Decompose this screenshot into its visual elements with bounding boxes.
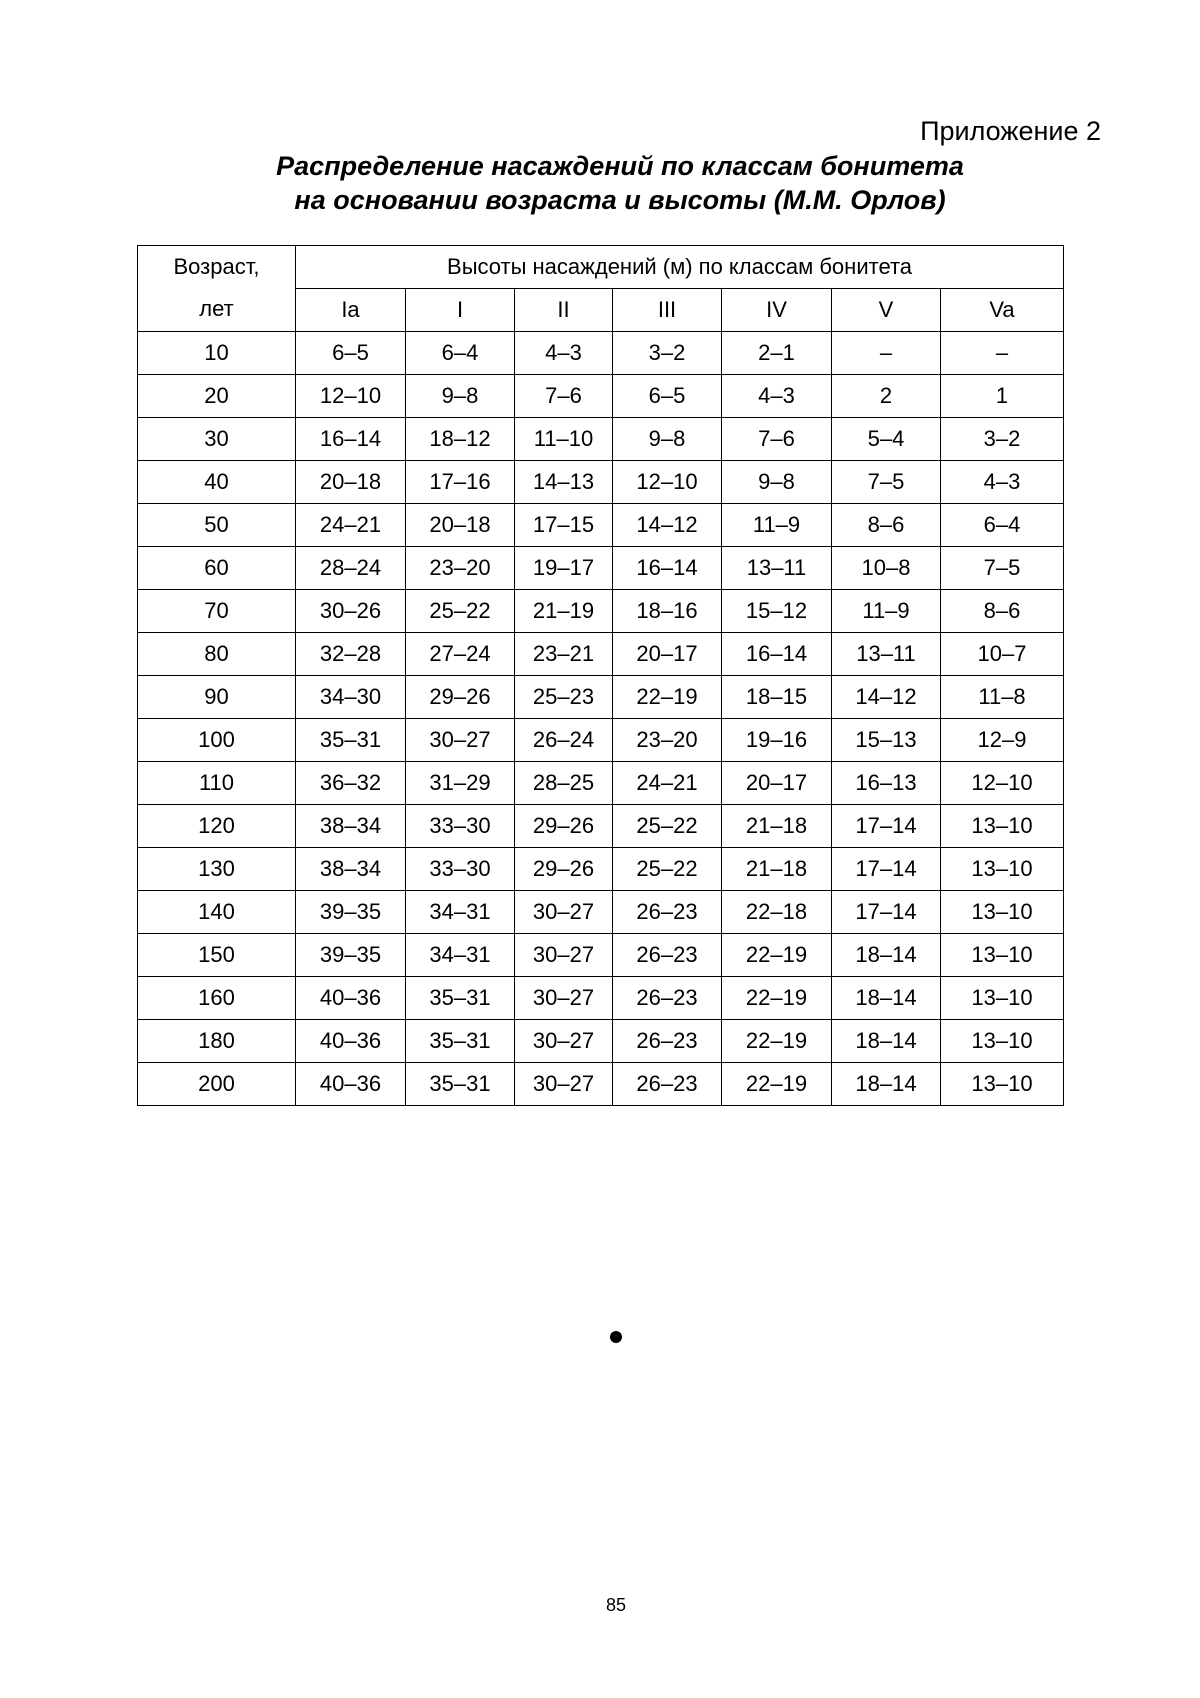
height-range-cell: 11–8 (941, 676, 1064, 719)
height-range-cell: 25–22 (613, 805, 722, 848)
height-range-cell: 13–10 (941, 891, 1064, 934)
table-row (138, 332, 1064, 375)
height-range-cell: 14–12 (832, 676, 941, 719)
age-cell: 110 (138, 762, 296, 805)
height-range-cell: 30–27 (515, 1063, 613, 1106)
height-range-cell: 33–30 (406, 848, 515, 891)
height-range-cell: 6–4 (406, 332, 515, 375)
height-range-cell: 23–20 (406, 547, 515, 590)
height-range-cell: 26–24 (515, 719, 613, 762)
age-cell: 160 (138, 977, 296, 1020)
height-range-cell: – (941, 332, 1064, 375)
class-header: Ia (296, 289, 406, 332)
table-row (138, 977, 1064, 1020)
height-range-cell: 3–2 (941, 418, 1064, 461)
height-range-cell: 29–26 (406, 676, 515, 719)
height-range-cell: 25–22 (613, 848, 722, 891)
age-column-header (138, 246, 296, 332)
bullet-dot (610, 1331, 622, 1343)
height-range-cell: 9–8 (613, 418, 722, 461)
height-range-cell: 6–5 (296, 332, 406, 375)
age-cell: 10 (138, 332, 296, 375)
height-range-cell: 17–16 (406, 461, 515, 504)
class-header: II (515, 289, 613, 332)
height-range-cell: 11–9 (722, 504, 832, 547)
height-range-cell: 30–27 (406, 719, 515, 762)
age-cell: 20 (138, 375, 296, 418)
age-cell: 30 (138, 418, 296, 461)
height-range-cell: 19–17 (515, 547, 613, 590)
height-range-cell: 13–10 (941, 1020, 1064, 1063)
height-range-cell: 39–35 (296, 934, 406, 977)
height-range-cell: 13–10 (941, 848, 1064, 891)
age-header-line-1: Возраст, (173, 254, 260, 279)
height-range-cell: 17–15 (515, 504, 613, 547)
table-row (138, 547, 1064, 590)
table-row (138, 762, 1064, 805)
height-range-cell: 16–14 (613, 547, 722, 590)
height-range-cell: 22–18 (722, 891, 832, 934)
age-cell: 200 (138, 1063, 296, 1106)
height-range-cell: 28–24 (296, 547, 406, 590)
height-range-cell: 7–5 (941, 547, 1064, 590)
height-range-cell: 26–23 (613, 891, 722, 934)
height-range-cell: 16–14 (296, 418, 406, 461)
height-range-cell: 30–27 (515, 977, 613, 1020)
age-cell: 100 (138, 719, 296, 762)
height-range-cell: 7–5 (832, 461, 941, 504)
height-range-cell: 13–11 (722, 547, 832, 590)
height-range-cell: 17–14 (832, 891, 941, 934)
height-range-cell: 27–24 (406, 633, 515, 676)
height-range-cell: 26–23 (613, 977, 722, 1020)
age-header-line-2: лет (199, 296, 234, 321)
height-range-cell: 34–31 (406, 891, 515, 934)
height-range-cell: 7–6 (722, 418, 832, 461)
height-range-cell: 30–27 (515, 891, 613, 934)
height-range-cell: 36–32 (296, 762, 406, 805)
height-range-cell: 18–14 (832, 1063, 941, 1106)
age-cell: 80 (138, 633, 296, 676)
height-range-cell: 11–9 (832, 590, 941, 633)
height-range-cell: 25–22 (406, 590, 515, 633)
height-range-cell: 23–20 (613, 719, 722, 762)
height-range-cell: 13–11 (832, 633, 941, 676)
height-range-cell: 22–19 (722, 1020, 832, 1063)
height-range-cell: 11–10 (515, 418, 613, 461)
height-range-cell: 28–25 (515, 762, 613, 805)
height-range-cell: 7–6 (515, 375, 613, 418)
table-row (138, 805, 1064, 848)
height-range-cell: 5–4 (832, 418, 941, 461)
table-row (138, 1063, 1064, 1106)
height-range-cell: 13–10 (941, 805, 1064, 848)
height-range-cell: 6–4 (941, 504, 1064, 547)
table-row (138, 590, 1064, 633)
age-cell: 150 (138, 934, 296, 977)
height-range-cell: 38–34 (296, 848, 406, 891)
height-range-cell: 24–21 (613, 762, 722, 805)
height-range-cell: 16–13 (832, 762, 941, 805)
height-range-cell: 13–10 (941, 934, 1064, 977)
height-range-cell: 22–19 (722, 977, 832, 1020)
height-range-cell: 18–14 (832, 934, 941, 977)
height-range-cell: 17–14 (832, 805, 941, 848)
height-range-cell: 10–7 (941, 633, 1064, 676)
height-range-cell: 40–36 (296, 977, 406, 1020)
height-range-cell: 2–1 (722, 332, 832, 375)
height-range-cell: 18–15 (722, 676, 832, 719)
height-range-cell: 30–27 (515, 1020, 613, 1063)
height-range-cell: 12–10 (613, 461, 722, 504)
height-range-cell: 38–34 (296, 805, 406, 848)
height-range-cell: 18–12 (406, 418, 515, 461)
height-range-cell: 29–26 (515, 805, 613, 848)
table-row (138, 934, 1064, 977)
table-row (138, 418, 1064, 461)
table-row (138, 375, 1064, 418)
height-range-cell: 4–3 (515, 332, 613, 375)
height-range-cell: 12–9 (941, 719, 1064, 762)
height-range-cell: 4–3 (722, 375, 832, 418)
height-range-cell: 1 (941, 375, 1064, 418)
height-range-cell: 13–10 (941, 977, 1064, 1020)
height-range-cell: 35–31 (406, 977, 515, 1020)
height-range-cell: 30–26 (296, 590, 406, 633)
height-range-cell: – (832, 332, 941, 375)
height-range-cell: 33–30 (406, 805, 515, 848)
age-cell: 130 (138, 848, 296, 891)
height-range-cell: 40–36 (296, 1020, 406, 1063)
heights-column-header: Высоты насаждений (м) по классам бонитета (296, 246, 1064, 289)
table-row (138, 848, 1064, 891)
height-range-cell: 20–17 (722, 762, 832, 805)
height-range-cell: 8–6 (941, 590, 1064, 633)
height-range-cell: 29–26 (515, 848, 613, 891)
height-range-cell: 6–5 (613, 375, 722, 418)
table-row (138, 1020, 1064, 1063)
height-range-cell: 22–19 (722, 1063, 832, 1106)
height-range-cell: 9–8 (722, 461, 832, 504)
age-cell: 40 (138, 461, 296, 504)
height-range-cell: 3–2 (613, 332, 722, 375)
height-range-cell: 20–17 (613, 633, 722, 676)
height-range-cell: 21–18 (722, 848, 832, 891)
height-range-cell: 9–8 (406, 375, 515, 418)
table-title-line-1: Распределение насаждений по классам бонитета (276, 151, 964, 181)
height-range-cell: 19–16 (722, 719, 832, 762)
height-range-cell: 12–10 (296, 375, 406, 418)
height-range-cell: 30–27 (515, 934, 613, 977)
class-header: I (406, 289, 515, 332)
height-range-cell: 35–31 (296, 719, 406, 762)
class-header: III (613, 289, 722, 332)
height-range-cell: 12–10 (941, 762, 1064, 805)
table-title-line-2: на основании возраста и высоты (М.М. Орлов) (294, 185, 946, 215)
table-row (138, 461, 1064, 504)
height-range-cell: 23–21 (515, 633, 613, 676)
table-row (138, 504, 1064, 547)
height-range-cell: 31–29 (406, 762, 515, 805)
height-range-cell: 34–30 (296, 676, 406, 719)
height-range-cell: 15–13 (832, 719, 941, 762)
height-range-cell: 26–23 (613, 934, 722, 977)
height-range-cell: 32–28 (296, 633, 406, 676)
header-row (138, 246, 1064, 289)
height-range-cell: 39–35 (296, 891, 406, 934)
table-row (138, 676, 1064, 719)
height-range-cell: 25–23 (515, 676, 613, 719)
height-range-cell: 20–18 (406, 504, 515, 547)
height-range-cell: 35–31 (406, 1020, 515, 1063)
height-range-cell: 35–31 (406, 1063, 515, 1106)
class-header: V (832, 289, 941, 332)
height-range-cell: 14–13 (515, 461, 613, 504)
age-cell: 140 (138, 891, 296, 934)
age-cell: 180 (138, 1020, 296, 1063)
height-range-cell: 8–6 (832, 504, 941, 547)
page-number: 85 (605, 1595, 627, 1615)
height-range-cell: 10–8 (832, 547, 941, 590)
class-header: Va (941, 289, 1064, 332)
height-range-cell: 15–12 (722, 590, 832, 633)
class-header: IV (722, 289, 832, 332)
appendix-label: Приложение 2 (920, 116, 1101, 146)
height-range-cell: 22–19 (722, 934, 832, 977)
age-cell: 120 (138, 805, 296, 848)
age-cell: 60 (138, 547, 296, 590)
height-range-cell: 13–10 (941, 1063, 1064, 1106)
bonitet-table (137, 245, 1064, 1106)
table-row (138, 891, 1064, 934)
height-range-cell: 34–31 (406, 934, 515, 977)
height-range-cell: 21–18 (722, 805, 832, 848)
height-range-cell: 4–3 (941, 461, 1064, 504)
age-cell: 90 (138, 676, 296, 719)
height-range-cell: 18–14 (832, 977, 941, 1020)
height-range-cell: 20–18 (296, 461, 406, 504)
height-range-cell: 18–14 (832, 1020, 941, 1063)
table-row (138, 719, 1064, 762)
height-range-cell: 26–23 (613, 1063, 722, 1106)
height-range-cell: 22–19 (613, 676, 722, 719)
height-range-cell: 21–19 (515, 590, 613, 633)
age-cell: 50 (138, 504, 296, 547)
height-range-cell: 14–12 (613, 504, 722, 547)
height-range-cell: 26–23 (613, 1020, 722, 1063)
height-range-cell: 24–21 (296, 504, 406, 547)
height-range-cell: 17–14 (832, 848, 941, 891)
height-range-cell: 40–36 (296, 1063, 406, 1106)
height-range-cell: 2 (832, 375, 941, 418)
age-cell: 70 (138, 590, 296, 633)
height-range-cell: 18–16 (613, 590, 722, 633)
height-range-cell: 16–14 (722, 633, 832, 676)
table-row (138, 633, 1064, 676)
